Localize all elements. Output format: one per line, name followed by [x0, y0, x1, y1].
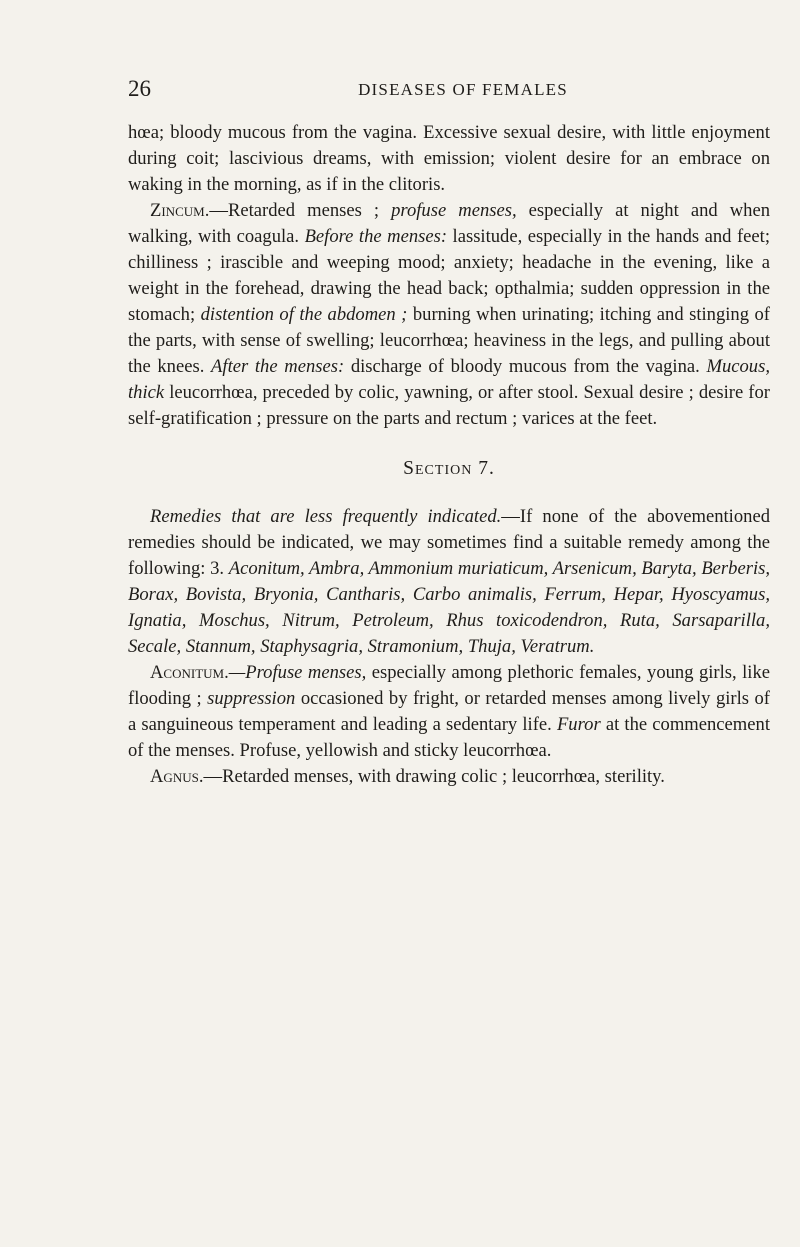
remedy-name-zincum: Zincum. [150, 200, 210, 221]
paragraph-continuation [128, 120, 770, 198]
zincum-text-2: especially at night and when walking, with coagula. [128, 200, 770, 247]
aconitum-text-2: occasioned by fright, or retarded menses among lively girls of a sanguineous temperament and leading a sedentary life. [128, 688, 770, 735]
page-header [128, 76, 768, 106]
zincum-text-6: leucorrhœa, preceded by colic, yawning, or after stool. Sexual desire ; desire for self-gratification ; pressure on the parts and rectum ; varices at the feet. [128, 382, 770, 429]
zincum-text-4: burning when urinating; itching and stinging of the parts, with sense of swelling; leucorrhœa; heaviness in the legs, and pulling about the knees. [128, 304, 770, 377]
zincum-text-1: —Retarded menses ; [209, 200, 392, 221]
aconitum-text-1: especially among plethoric females, young girls, like flooding ; [128, 662, 771, 709]
remedies-text: —If none of the abovementioned remedies should be indicated, we may sometimes find a suitable remedy among the following: 3. [128, 506, 770, 579]
zincum-italic-2: Before the menses: [304, 226, 448, 247]
paragraph-aconitum [128, 660, 770, 764]
paragraph-agnus [128, 764, 770, 790]
paragraph-remedies [128, 504, 770, 660]
remedies-heading: Remedies that are less frequently indicated. [150, 506, 502, 527]
agnus-text-1: —Retarded menses, with drawing colic ; leucorrhœa, sterility. [203, 766, 665, 787]
aconitum-italic-3: Furor [556, 714, 601, 735]
zincum-italic-3: distention of the abdomen ; [200, 304, 408, 325]
zincum-italic-4: After the menses: [211, 356, 345, 377]
remedies-list: Aconitum, Ambra, Ammonium muriaticum, Arsenicum, Baryta, Berberis, Borax, Bovista, Bryonia, Cantharis, Carbo animalis, Ferrum, Hepar, Hyoscyamus, Ignatia, Moschus, Nitrum, Petroleum, Rhus toxicodendron, Ruta, Sarsaparilla, Secale, Stannum, Staphysagria, Stramonium, Thuja, Veratrum. [128, 558, 771, 657]
page-number: 26 [128, 76, 151, 101]
aconitum-italic-2: suppression [207, 688, 296, 709]
aconitum-italic-1: —Profuse menses, [228, 662, 367, 683]
continuation-text: hœa; bloody mucous from the vagina. Excessive sexual desire, with little enjoyment during coit; lascivious dreams, with emission; violent desire for an embrace on waking in the morning, as if in the clitoris. [128, 122, 770, 195]
zincum-text-3: lassitude, especially in the hands and feet; chilliness ; irascible and weeping mood; anxiety; headache in the evening, like a weight in the forehead, drawing the head back; opthalmia; sudden oppression in the stomach; [128, 226, 771, 325]
zincum-italic-1: profuse menses, [391, 200, 517, 221]
zincum-text-5: discharge of bloody mucous from the vagina. [344, 356, 707, 377]
remedy-name-aconitum: Aconitum. [150, 662, 229, 683]
body-text [128, 120, 770, 790]
section-heading: Section 7. [403, 458, 495, 479]
aconitum-text-3: at the commencement of the menses. Profuse, yellowish and sticky leucorrhœa. [128, 714, 770, 761]
running-head: DISEASES OF FEMALES [358, 80, 568, 99]
remedy-name-agnus: Agnus. [150, 766, 204, 787]
paragraph-zincum [128, 198, 770, 432]
zincum-italic-5: Mucous, thick [128, 356, 770, 403]
